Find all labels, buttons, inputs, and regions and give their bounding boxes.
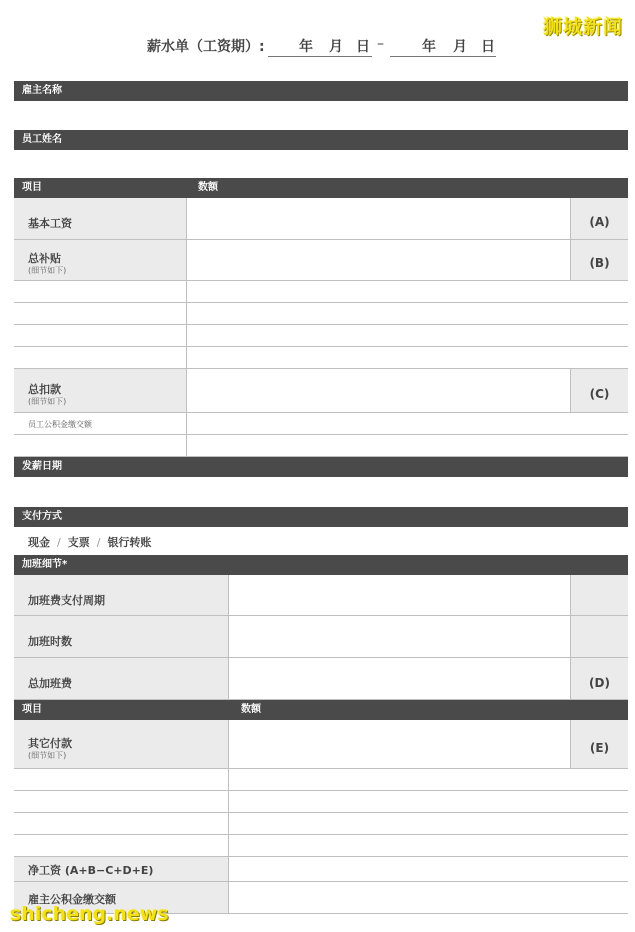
net-salary-cell (14, 857, 229, 881)
overtime-total-value[interactable] (229, 658, 570, 699)
watermark-logo: 狮城新闻 (542, 16, 623, 38)
overtime-hours-code-cell (570, 616, 628, 657)
table-row-employee-cpf (14, 413, 628, 435)
table-row (14, 435, 628, 457)
pay-date-bar (14, 457, 628, 477)
code-c: (C) (570, 369, 628, 412)
overtime-hours-label: 加班时数 (28, 635, 72, 648)
start-month: 月 (329, 39, 343, 55)
overtime-hours-value[interactable] (229, 616, 570, 657)
table-row-net-salary (14, 857, 628, 882)
overtime-total-cell (14, 658, 229, 699)
payment-method-label: 支付方式 (22, 511, 62, 522)
code-b: (B) (570, 240, 628, 280)
pay-date-label: 发薪日期 (22, 461, 62, 472)
blank-label-cell[interactable] (14, 281, 187, 302)
blank-label-cell[interactable] (14, 791, 229, 812)
other-payments-label: 其它付款 (28, 737, 72, 750)
table2-header (14, 700, 628, 720)
blank-label-cell[interactable] (14, 347, 187, 368)
overtime-hours-cell (14, 616, 229, 657)
table-row-total-allowance (14, 240, 628, 281)
table1-col-item: 项目 (22, 182, 42, 193)
blank-label-cell[interactable] (14, 813, 229, 834)
total-allowance-value[interactable] (187, 240, 570, 280)
table-row (14, 281, 628, 303)
page-title: 薪水单（工资期）: (147, 39, 265, 55)
employer-cpf-label: 雇主公积金缴交额 (28, 893, 116, 906)
other-payments-value[interactable] (229, 720, 570, 768)
table-row (14, 813, 628, 835)
table-row-basic-salary (14, 198, 628, 240)
overtime-period-code-cell (570, 575, 628, 615)
basic-salary-label: 基本工资 (28, 217, 72, 230)
other-payments-note: (细节如下) (28, 751, 67, 760)
blank-label-cell[interactable] (14, 435, 187, 456)
total-allowance-note: (细节如下) (28, 266, 67, 275)
payment-bank-transfer[interactable]: 银行转账 (107, 536, 152, 549)
table-row (14, 347, 628, 369)
table-row-other-payments (14, 720, 628, 769)
table2-col-item: 项目 (22, 704, 42, 715)
total-deduction-note: (细节如下) (28, 397, 67, 406)
code-a: (A) (570, 198, 628, 239)
table-row (14, 835, 628, 857)
table-row-overtime-period (14, 575, 628, 616)
table1-col-amount: 数额 (198, 182, 218, 193)
other-payments-cell (14, 720, 229, 768)
code-e: (E) (570, 720, 628, 768)
payment-method-bar (14, 507, 628, 527)
total-allowance-label: 总补贴 (28, 252, 61, 265)
employee-cpf-cell (14, 413, 187, 434)
employee-name-label: 员工姓名 (22, 134, 62, 145)
overtime-period-cell (14, 575, 229, 615)
date-dash: – (377, 36, 384, 52)
employee-cpf-label: 员工公积金缴交额 (28, 420, 92, 429)
end-month: 月 (453, 39, 467, 55)
payment-separator: / (57, 536, 61, 549)
total-deduction-cell (14, 369, 187, 412)
watermark-site: shicheng.news (10, 903, 169, 925)
total-deduction-value[interactable] (187, 369, 570, 412)
end-date-line (390, 56, 496, 57)
basic-salary-cell (14, 198, 187, 239)
start-date-line (268, 56, 372, 57)
table1-header (14, 178, 628, 198)
payment-separator: / (96, 536, 101, 549)
payment-options (28, 534, 151, 550)
net-salary-value[interactable] (229, 857, 628, 881)
net-salary-label: 净工资 (A+B−C+D+E) (28, 864, 154, 877)
employer-name-label: 雇主名称 (22, 85, 62, 96)
blank-label-cell[interactable] (14, 303, 187, 324)
total-deduction-label: 总扣款 (28, 383, 61, 396)
code-d: (D) (570, 658, 628, 699)
blank-label-cell[interactable] (14, 769, 229, 790)
basic-salary-value[interactable] (187, 198, 570, 239)
table-row-overtime-total (14, 658, 628, 700)
end-year: 年 (422, 39, 436, 55)
table2-col-amount: 数额 (241, 704, 261, 715)
payslip-title-row (0, 36, 635, 58)
end-day: 日 (481, 39, 495, 55)
overtime-total-label: 总加班费 (28, 677, 72, 690)
overtime-period-label: 加班费支付周期 (28, 594, 105, 607)
table-row-total-deduction (14, 369, 628, 413)
employer-name-bar (14, 81, 628, 101)
employer-cpf-value[interactable] (229, 882, 628, 913)
table-row (14, 325, 628, 347)
overtime-details-label: 加班细节* (22, 559, 68, 570)
table-row (14, 769, 628, 791)
total-allowance-cell (14, 240, 187, 280)
table-row (14, 791, 628, 813)
overtime-period-value[interactable] (229, 575, 570, 615)
blank-label-cell[interactable] (14, 835, 229, 856)
start-year: 年 (299, 39, 313, 55)
table-row-overtime-hours (14, 616, 628, 658)
start-day: 日 (356, 39, 370, 55)
blank-label-cell[interactable] (14, 325, 187, 346)
table-row (14, 303, 628, 325)
overtime-details-bar (14, 555, 628, 575)
employee-name-bar (14, 130, 628, 150)
payment-cheque[interactable]: 支票 (67, 536, 90, 549)
payment-cash[interactable]: 现金 (28, 536, 50, 549)
